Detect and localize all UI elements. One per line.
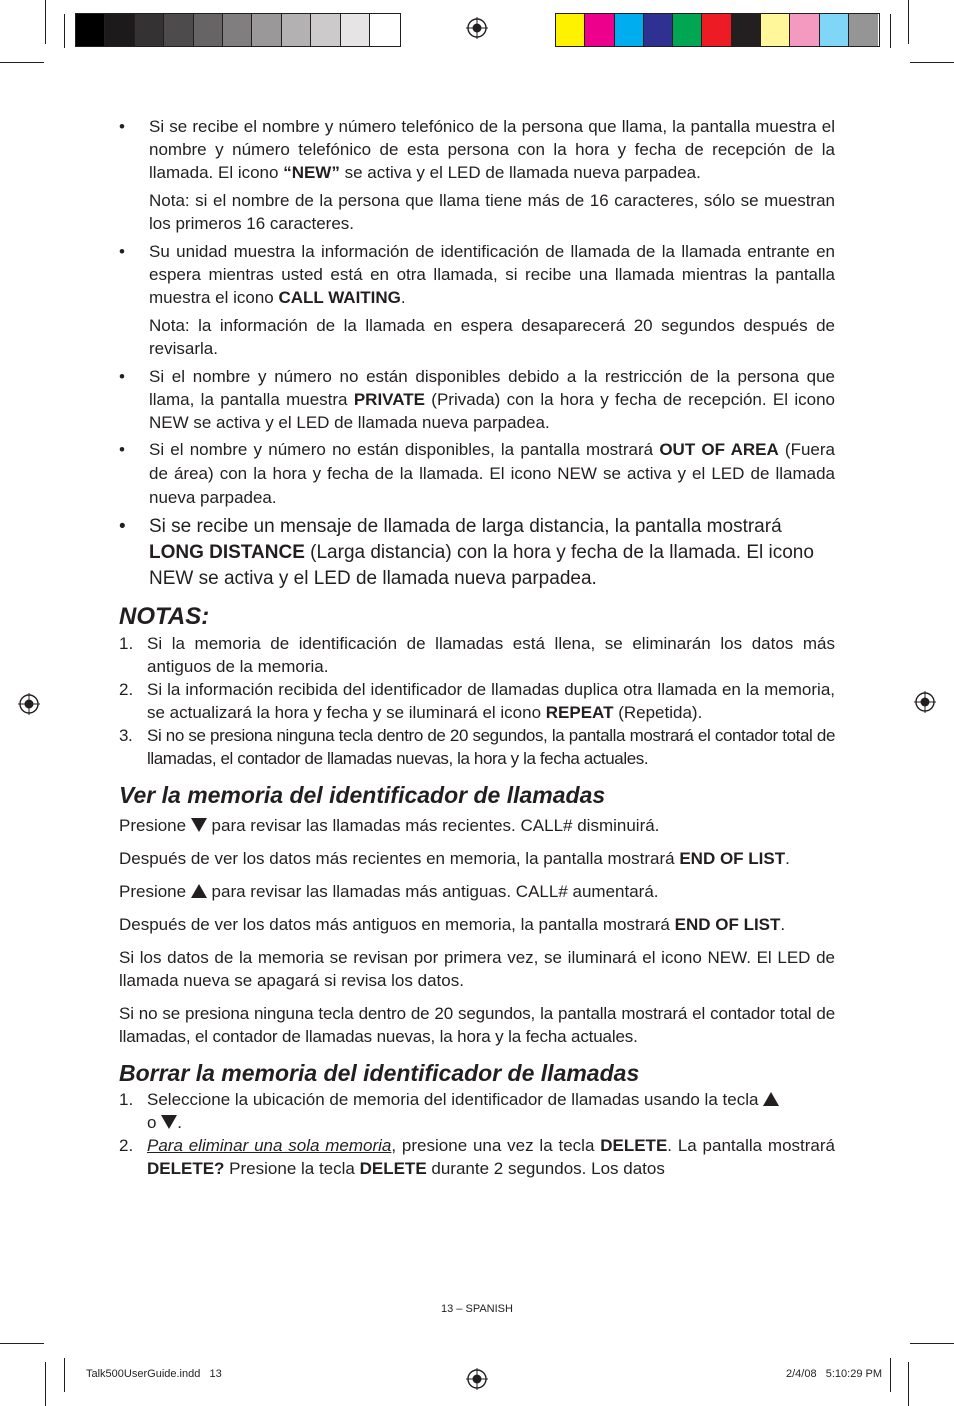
color-swatch bbox=[252, 14, 281, 46]
paragraph bbox=[119, 847, 835, 870]
bullet-item bbox=[119, 115, 835, 184]
slug-date: 2/4/08 5:10:29 PM bbox=[785, 1368, 882, 1380]
color-swatch bbox=[761, 14, 790, 46]
paragraph bbox=[119, 913, 835, 936]
crop-mark bbox=[64, 1358, 65, 1392]
para-text: Presione bbox=[119, 882, 191, 901]
section-heading-ver: Ver la memoria del identificador de llamadas bbox=[119, 782, 606, 808]
bullet-note: Nota: la información de la llamada en espera desaparecerá 20 segundos después de revisarla. bbox=[149, 316, 835, 358]
new-label: “NEW” bbox=[283, 163, 340, 182]
color-bar bbox=[555, 13, 880, 47]
item-number: 3. bbox=[119, 726, 133, 745]
bullet-text: (Fuera de área) con la hora y fecha de la llamada. El icono NEW se activa y el LED de llamada nueva parpadea. bbox=[149, 440, 835, 507]
color-swatch bbox=[105, 14, 134, 46]
paragraph: Si los datos de la memoria se revisan por primera vez, se iluminará el icono NEW. El LED de llamada nueva se apagará si revisa los datos. bbox=[119, 948, 835, 990]
bullet-item bbox=[119, 438, 835, 510]
delete-label: DELETE bbox=[600, 1136, 668, 1155]
bullet-text: (Larga distancia) con la hora y fecha de la llamada. El icono NEW se activa y el LED de llamada nueva parpadea. bbox=[149, 542, 814, 589]
color-swatch bbox=[849, 14, 878, 46]
down-triangle-icon bbox=[191, 818, 207, 832]
color-swatch bbox=[341, 14, 370, 46]
item-text: Presione la tecla bbox=[224, 1159, 360, 1178]
crop-mark bbox=[890, 1358, 891, 1392]
para-text: para revisar las llamadas más antiguas. CALL# aumentará. bbox=[206, 882, 659, 901]
bullet-item bbox=[119, 514, 835, 592]
item-text: . bbox=[177, 1113, 182, 1132]
bullet-dot: • bbox=[119, 440, 125, 459]
color-swatch bbox=[820, 14, 849, 46]
call-waiting-label: CALL WAITING bbox=[278, 288, 401, 307]
bullet-text: Si el nombre y número no están disponibles, la pantalla mostrará bbox=[149, 440, 660, 459]
bullet-text: . bbox=[400, 288, 406, 307]
item-text: durante 2 segundos. Los datos bbox=[426, 1159, 665, 1178]
bullet-text: Si se recibe un mensaje de llamada de larga distancia, la pantalla mostrará bbox=[149, 516, 782, 537]
slug-file: Talk500UserGuide.indd 13 bbox=[86, 1368, 222, 1380]
color-swatch bbox=[732, 14, 761, 46]
registration-mark-icon bbox=[914, 691, 936, 713]
paragraph bbox=[119, 880, 835, 903]
private-label: PRIVATE bbox=[353, 390, 425, 409]
notas-heading: NOTAS: bbox=[119, 603, 210, 630]
up-triangle-icon bbox=[763, 1092, 779, 1106]
section-heading-borrar: Borrar la memoria del identificador de llamadas bbox=[119, 1060, 640, 1086]
bullet-dot: • bbox=[119, 516, 126, 537]
bullet-text: Si se recibe el nombre y número telefónico de la persona que llama, la pantalla muestra el nombre y número telefónico de esta persona con la hora y fecha de recepción de la llamada. El icono bbox=[149, 117, 835, 182]
bullet-item bbox=[119, 240, 835, 309]
item-number: 2. bbox=[119, 680, 134, 699]
down-triangle-icon bbox=[161, 1115, 177, 1129]
crop-mark bbox=[0, 62, 44, 63]
repeat-label: REPEAT bbox=[545, 703, 614, 722]
crop-mark bbox=[908, 1362, 909, 1406]
color-swatch bbox=[164, 14, 193, 46]
page-number: 13 – SPANISH bbox=[441, 1303, 513, 1315]
delete-prompt-label: DELETE? bbox=[147, 1159, 225, 1178]
crop-mark bbox=[64, 14, 65, 48]
crop-mark bbox=[45, 0, 46, 44]
bullet-text: se activa y el LED de llamada nueva parpadea. bbox=[339, 163, 701, 182]
bullet-text: Si el nombre y número no están disponibles debido a la restricción de la persona que llama, la pantalla muestra bbox=[149, 367, 835, 409]
item-text: Si la memoria de identificación de llamadas está llena, se eliminarán los datos más antiguos de la memoria. bbox=[147, 634, 835, 676]
paragraph: Si no se presiona ninguna tecla dentro de 20 segundos, la pantalla mostrará el contador total de llamadas, el contador de llamadas nuevas, la hora y la fecha actuales. bbox=[119, 1004, 835, 1046]
out-of-area-label: OUT OF AREA bbox=[659, 440, 779, 459]
para-text: Después de ver los datos más antiguos en memoria, la pantalla mostrará bbox=[119, 915, 675, 934]
registration-mark-icon bbox=[18, 693, 40, 715]
color-swatch bbox=[76, 14, 105, 46]
para-text: Presione bbox=[119, 816, 191, 835]
crop-mark bbox=[45, 1362, 46, 1406]
crop-mark bbox=[0, 1343, 44, 1344]
item-number: 1. bbox=[119, 1090, 134, 1109]
long-distance-label: LONG DISTANCE bbox=[149, 542, 305, 563]
crop-mark bbox=[890, 14, 891, 48]
registration-mark-icon bbox=[466, 17, 488, 39]
notas-item bbox=[119, 678, 835, 724]
color-swatch bbox=[194, 14, 223, 46]
grayscale-bar bbox=[75, 13, 401, 47]
item-text: o bbox=[147, 1113, 162, 1132]
crop-mark bbox=[908, 0, 909, 44]
item-text: . La pantalla mostrará bbox=[667, 1136, 835, 1155]
color-swatch bbox=[370, 14, 399, 46]
bullet-text: (Privada) con la hora y fecha de recepción. El icono NEW se activa y el LED de llamada nueva parpadea. bbox=[149, 390, 836, 432]
crop-mark bbox=[910, 62, 954, 63]
bullet-item bbox=[119, 365, 835, 434]
color-swatch bbox=[311, 14, 340, 46]
bullet-dot: • bbox=[119, 117, 125, 136]
color-swatch bbox=[790, 14, 819, 46]
color-swatch bbox=[223, 14, 252, 46]
item-number: 2. bbox=[119, 1136, 134, 1155]
registration-mark-icon bbox=[466, 1368, 488, 1390]
up-triangle-icon bbox=[191, 884, 207, 898]
bullet-note: Nota: si el nombre de la persona que llama tiene más de 16 caracteres, sólo se muestran los primeros 16 caracteres. bbox=[149, 191, 835, 233]
para-text: Después de ver los datos más recientes en memoria, la pantalla mostrará bbox=[119, 849, 680, 868]
crop-mark bbox=[910, 1343, 954, 1344]
color-swatch bbox=[585, 14, 614, 46]
delete-label: DELETE bbox=[359, 1159, 427, 1178]
para-text: para revisar las llamadas más recientes. CALL# disminuirá. bbox=[206, 816, 660, 835]
para-text: . bbox=[785, 849, 790, 868]
bullet-dot: • bbox=[119, 242, 125, 261]
emphasis-text: Para eliminar una sola memoria bbox=[147, 1136, 392, 1155]
color-swatch bbox=[702, 14, 731, 46]
color-swatch bbox=[282, 14, 311, 46]
para-text: . bbox=[780, 915, 786, 934]
page-content bbox=[119, 115, 835, 1180]
item-text: Si no se presiona ninguna tecla dentro de 20 segundos, la pantalla mostrará el contador total de llamadas, el contador de llamadas nuevas, la hora y la fecha actuales. bbox=[147, 726, 835, 768]
end-of-list-label: END OF LIST bbox=[679, 849, 786, 868]
color-swatch bbox=[644, 14, 673, 46]
borrar-item bbox=[119, 1134, 835, 1180]
item-number: 1. bbox=[119, 634, 134, 653]
paragraph bbox=[119, 814, 835, 837]
item-text: , presione una vez la tecla bbox=[391, 1136, 601, 1155]
end-of-list-label: END OF LIST bbox=[674, 915, 781, 934]
bullet-dot: • bbox=[119, 367, 125, 386]
notas-item bbox=[119, 632, 835, 678]
color-swatch bbox=[135, 14, 164, 46]
item-text: (Repetida). bbox=[613, 703, 703, 722]
borrar-item bbox=[119, 1088, 835, 1134]
notas-item bbox=[119, 724, 835, 770]
color-swatch bbox=[556, 14, 585, 46]
bullet-text: Su unidad muestra la información de identificación de llamada de la llamada entrante en espera mientras usted está en otra llamada, si recibe una llamada mientras la pantalla muestra el icono bbox=[149, 242, 835, 307]
color-swatch bbox=[673, 14, 702, 46]
color-swatch bbox=[615, 14, 644, 46]
item-text: Seleccione la ubicación de memoria del identificador de llamadas usando la tecla bbox=[147, 1090, 764, 1109]
item-text: Si la información recibida del identificador de llamadas duplica otra llamada en la memoria, se actualizará la hora y fecha y se iluminará el icono bbox=[147, 680, 835, 722]
